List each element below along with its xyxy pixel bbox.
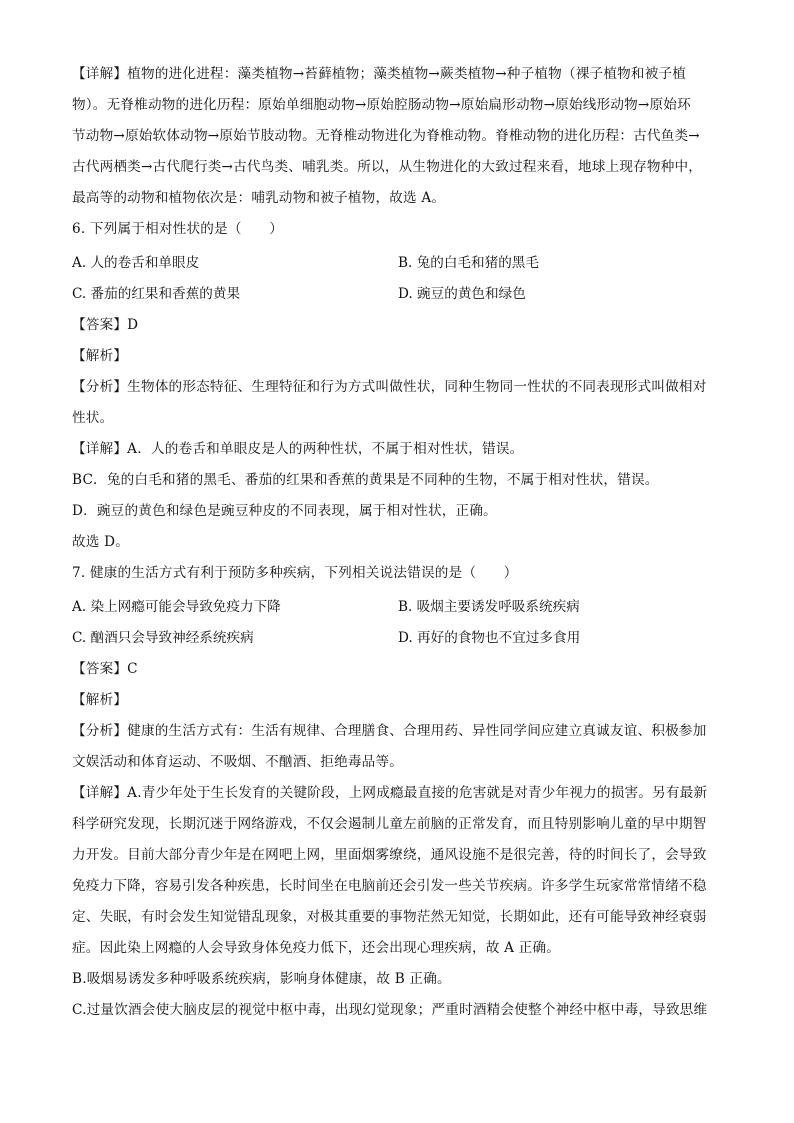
q7-option-a: A. 染上网瘾可能会导致免疫力下降 <box>72 599 281 615</box>
question-7-stem: 7. 健康的生活方式有利于预防多种疾病，下列相关说法错误的是（ ） <box>72 565 518 581</box>
q6-answer: 【答案】D <box>72 317 139 333</box>
q6-option-d: D. 豌豆的黄色和绿色 <box>398 286 526 302</box>
q7-option-c: C. 酗酒只会导致神经系统疾病 <box>72 630 254 646</box>
q6-analysis-line: 【分析】生物体的形态特征、生理特征和行为方式叫做性状，同种生物同一性状的不同表现形式叫做相对 <box>72 379 707 395</box>
q7-analysis-line: 【分析】健康的生活方式有：生活有规律、合理膳食、合理用药、异性同学间应建立真诚友谊、积极参加 <box>72 723 707 739</box>
q6-detail-line: D．豌豆的黄色和绿色是豌豆种皮的不同表现，属于相对性状，正确。 <box>72 503 497 519</box>
q6-detail-line: BC．兔的白毛和猪的黑毛、番茄的红果和香蕉的黄果是不同种的生物，不属于相对性状，错误。 <box>72 472 659 488</box>
q5-detail-line: 古代两栖类→古代爬行类→古代鸟类、哺乳类。所以，从生物进化的大致过程来看，地球上现存物种中， <box>72 159 703 175</box>
question-6-stem: 6. 下列属于相对性状的是（ ） <box>72 221 284 237</box>
q7-detail-line: 免疫力下降，容易引发各种疾患，长时间坐在电脑前还会引发一些关节疾病。许多学生玩家常常情绪不稳 <box>72 878 707 894</box>
q7-detail-line: C.过量饮酒会使大脑皮层的视觉中枢中毒，出现幻觉现象；严重时酒精会使整个神经中枢中毒，导致思维 <box>72 1002 708 1018</box>
q7-analysis-heading: 【解析】 <box>72 692 128 708</box>
q6-detail-line: 【详解】A．人的卷舌和单眼皮是人的两种性状，不属于相对性状，错误。 <box>72 441 524 457</box>
q6-option-b: B. 兔的白毛和猪的黑毛 <box>398 255 539 271</box>
q6-analysis-line: 性状。 <box>72 410 114 426</box>
q7-option-b: B. 吸烟主要诱发呼吸系统疾病 <box>398 599 580 615</box>
q5-detail-line: 节动物→原始软体动物→原始节肢动物。无脊椎动物进化为脊椎动物。脊椎动物的进化历程：古代鱼类→ <box>72 128 700 144</box>
q5-detail-line: 最高等的动物和植物依次是：哺乳动物和被子植物，故选 A。 <box>72 190 446 206</box>
q5-detail-line: 【详解】植物的进化进程：藻类植物→苔藓植物；藻类植物→蕨类植物→种子植物（裸子植物和被子植 <box>72 66 687 82</box>
q7-analysis-line: 文娱活动和体育运动、不吸烟、不酗酒、拒绝毒品等。 <box>72 754 404 770</box>
q7-detail-line: 定、失眠，有时会发生知觉错乱现象，对极其重要的事物茫然无知觉，长期如此，还有可能导致神经衰弱 <box>72 909 707 925</box>
q7-detail-line: 科学研究发现，长期沉迷于网络游戏，不仅会遏制儿童左前脑的正常发育，而且特别影响儿童的早中期智 <box>72 816 707 832</box>
q7-detail-line: 力开发。目前大部分青少年是在网吧上网，里面烟雾缭绕，通风设施不是很完善，待的时间长了，会导致 <box>72 847 707 863</box>
q7-detail-line: 症。因此染上网瘾的人会导致身体免疫力低下，还会出现心理疾病，故 A 正确。 <box>72 940 561 956</box>
q7-detail-line: B.吸烟易诱发多种呼吸系统疾病，影响身体健康，故 B 正确。 <box>72 971 451 987</box>
q6-option-c: C. 番茄的红果和香蕉的黄果 <box>72 286 241 302</box>
q7-detail-line: 【详解】A.青少年处于生长发育的关键阶段，上网成瘾最直接的危害就是对青少年视力的损害。另有最新 <box>72 785 708 801</box>
q6-detail-line: 故选 D。 <box>72 534 130 550</box>
q5-detail-line: 物）。无脊椎动物的进化历程：原始单细胞动物→原始腔肠动物→原始扁形动物→原始线形动物→原始环 <box>72 97 691 113</box>
q7-answer: 【答案】C <box>72 661 138 677</box>
q6-option-a: A. 人的卷舌和单眼皮 <box>72 255 200 271</box>
q7-option-d: D. 再好的食物也不宜过多食用 <box>398 630 581 646</box>
q6-analysis-heading: 【解析】 <box>72 348 128 364</box>
